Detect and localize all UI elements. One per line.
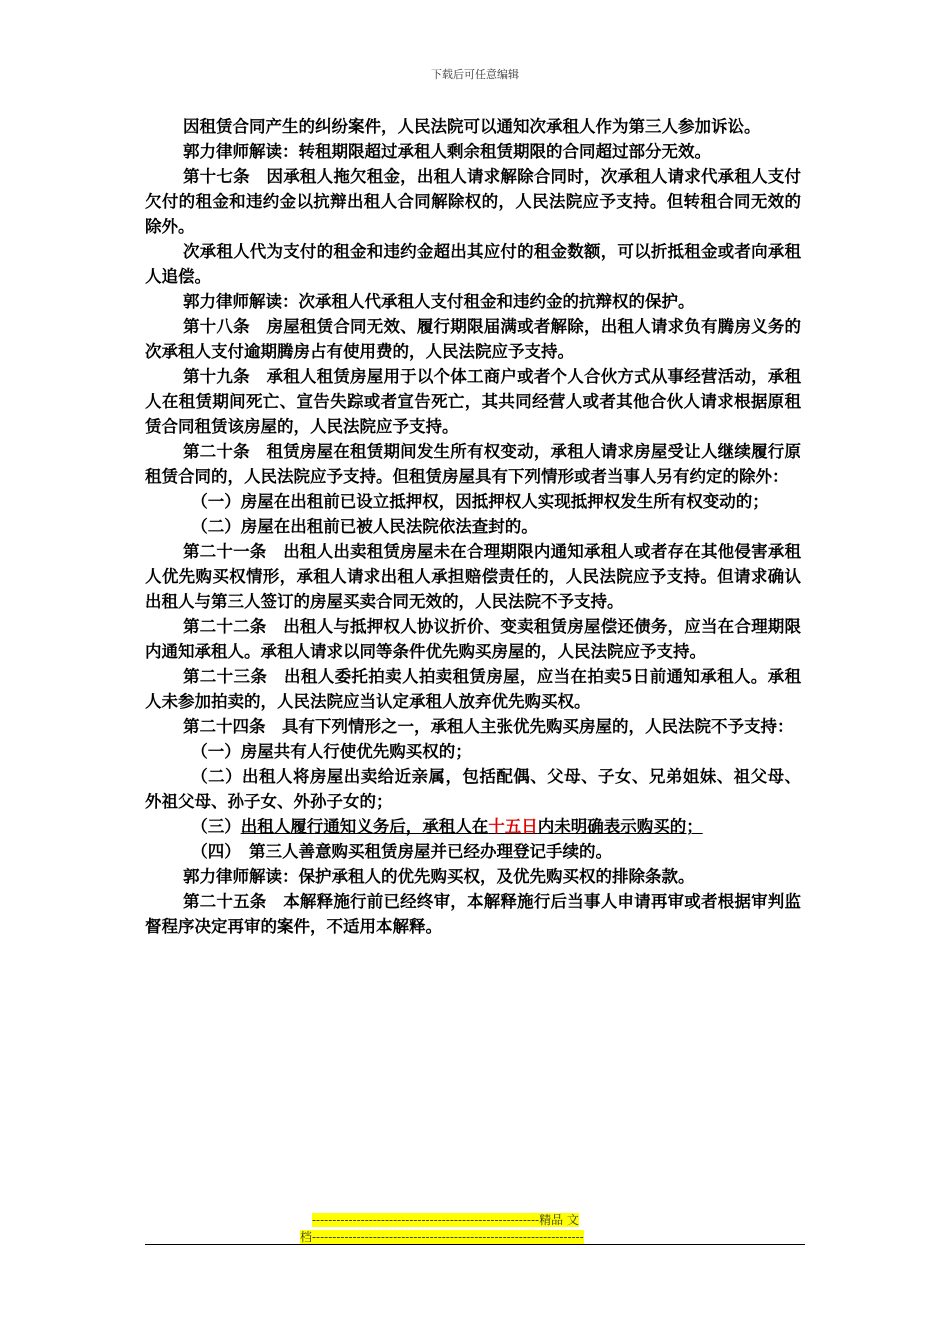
article-17: 第十七条 因承租人拖欠租金，出租人请求解除合同时，次承租人请求代承租人支付欠付的租金和违约金以抗辩出租人合同解除权的，人民法院应予支持。但转租合同无效的除外。 — [145, 167, 801, 236]
article-21: 第二十一条 出租人出卖租赁房屋未在合理期限内通知承租人或者存在其他侵害承租人优先购买权情形，承租人请求出租人承担赔偿责任的，人民法院应予支持。但请求确认出租人与第三人签订的房屋买卖合同无效的，人民法院不予支持。 — [145, 542, 801, 611]
underlined-text — [241, 817, 703, 836]
list-item: （二）房屋在出租前已被人民法院依法查封的。 — [191, 517, 538, 536]
paragraph: 次承租人代为支付的租金和违约金超出其应付的租金数额，可以折抵租金或者向承租人追偿。 — [145, 242, 801, 286]
article-20: 第二十条 租赁房屋在租赁期间发生所有权变动，承租人请求房屋受让人继续履行原租赁合同的，人民法院应予支持。但租赁房屋具有下列情形或者当事人另有约定的除外： — [145, 442, 801, 486]
document-body — [145, 114, 801, 939]
list-item-3 — [145, 814, 801, 839]
highlighted-days: 十五日 — [488, 817, 538, 836]
article-22: 第二十二条 出租人与抵押权人协议折价、变卖租赁房屋偿还债务，应当在合理期限内通知承租人。承租人请求以同等条件优先购买房屋的，人民法院应予支持。 — [145, 617, 801, 661]
list-item: （四） 第三人善意购买租赁房屋并已经办理登记手续的。 — [191, 842, 612, 861]
item-prefix: （三） — [191, 817, 241, 836]
paragraph: 因租赁合同产生的纠纷案件，人民法院可以通知次承租人作为第三人参加诉讼。 — [182, 117, 761, 136]
footer-watermark — [300, 1212, 650, 1246]
footer-line: 档------------------------------------------------------------------- — [300, 1230, 584, 1244]
article-24: 第二十四条 具有下列情形之一，承租人主张优先购买房屋的，人民法院不予支持： — [182, 717, 794, 736]
paragraph: 郭力律师解读：保护承租人的优先购买权，及优先购买权的排除条款。 — [182, 867, 695, 886]
paragraph: 郭力律师解读：次承租人代承租人支付租金和违约金的抗辩权的保护。 — [182, 292, 695, 311]
article-23: 第二十三条 出租人委托拍卖人拍卖租赁房屋，应当在拍卖5日前通知承租人。承租人未参加拍卖的，人民法院应当认定承租人放弃优先购买权。 — [145, 667, 801, 711]
list-item: （一）房屋共有人行使优先购买权的； — [191, 742, 472, 761]
paragraph: 郭力律师解读：转租期限超过承租人剩余租赁期限的合同超过部分无效。 — [182, 142, 711, 161]
article-18: 第十八条 房屋租赁合同无效、履行期限届满或者解除，出租人请求负有腾房义务的次承租人支付逾期腾房占有使用费的，人民法院应予支持。 — [145, 317, 801, 361]
footer-divider — [145, 1244, 805, 1245]
page-header: 下载后可任意编辑 — [431, 68, 519, 81]
item-text: 内未明确表示购买的； — [537, 817, 703, 836]
list-item: （二）出租人将房屋出卖给近亲属，包括配偶、父母、子女、兄弟姐妹、祖父母、外祖父母、孙子女、外孙子女的； — [145, 767, 801, 811]
article-19: 第十九条 承租人租赁房屋用于以个体工商户或者个人合伙方式从事经营活动，承租人在租赁期间死亡、宣告失踪或者宣告死亡，其共同经营人或者其他合伙人请求根据原租赁合同租赁该房屋的，人民法院应予支持。 — [145, 367, 801, 436]
item-text: 出租人履行通知义务后，承租人在 — [240, 817, 489, 836]
footer-line: --------------------------------------------------------精品 文 — [312, 1213, 579, 1227]
article-25: 第二十五条 本解释施行前已经终审，本解释施行后当事人申请再审或者根据审判监督程序决定再审的案件，不适用本解释。 — [145, 892, 801, 936]
list-item: （一）房屋在出租前已设立抵押权，因抵押权人实现抵押权发生所有权变动的； — [191, 492, 769, 511]
